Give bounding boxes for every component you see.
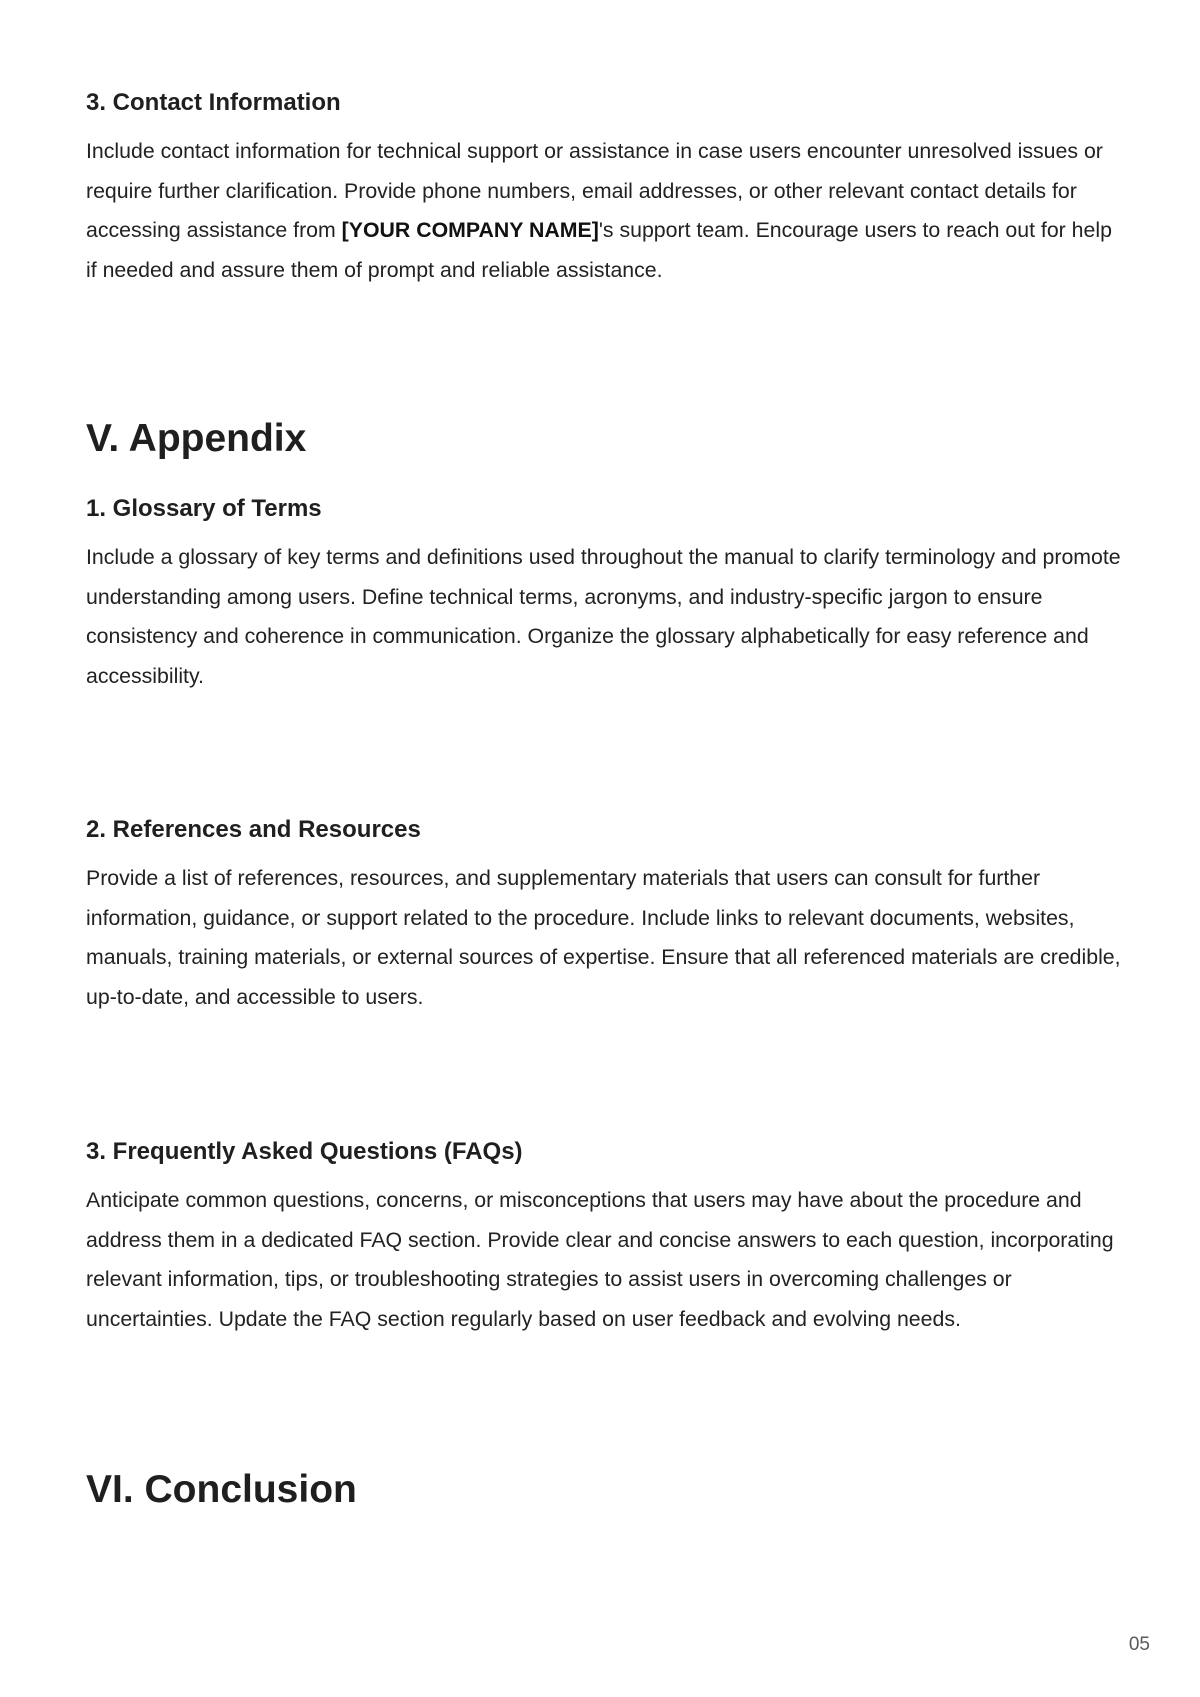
glossary-paragraph: Include a glossary of key terms and definitions used throughout the manual to clarify terminology and promote understanding among users. Define technical terms, acronyms, and industry-specific jargon to ensure consistency and coherence in communication. Organize the glossary alphabetically for easy reference and accessibility. [86, 545, 1121, 688]
references-section [86, 815, 1126, 1017]
contact-information-heading: 3. Contact Information [86, 89, 341, 116]
faqs-section [86, 1137, 1126, 1339]
references-heading: 2. References and Resources [86, 816, 421, 843]
conclusion-section [86, 1467, 1126, 1513]
faqs-heading: 3. Frequently Asked Questions (FAQs) [86, 1138, 523, 1165]
appendix-heading: V. Appendix [86, 417, 307, 460]
document-page [86, 0, 1126, 1697]
contact-text-before: Include contact information for technical support or assistance in case users encounter unresolved issues or require further clarification. Provide phone numbers, email addresses, or other relevant contact details for accessing assistance from [86, 139, 1103, 242]
references-paragraph: Provide a list of references, resources, and supplementary materials that users can consult for further information, guidance, or support related to the procedure. Include links to relevant documents, websites, manuals, training materials, or external sources of expertise. Ensure that all referenced materials are credible, up-to-date, and accessible to users. [86, 866, 1121, 1009]
contact-information-paragraph [86, 132, 1126, 290]
page-number: 05 [1128, 1634, 1150, 1655]
contact-information-section [86, 88, 1126, 290]
glossary-section [86, 494, 1126, 696]
contact-text-after: 's support team. Encourage users to reach out for help if needed and assure them of prompt and reliable assistance. [86, 218, 1112, 282]
conclusion-heading: VI. Conclusion [86, 1468, 357, 1511]
appendix-section [86, 416, 1126, 462]
glossary-heading: 1. Glossary of Terms [86, 495, 322, 522]
faqs-paragraph: Anticipate common questions, concerns, or misconceptions that users may have about the procedure and address them in a dedicated FAQ section. Provide clear and concise answers to each question, incorporating relevant information, tips, or troubleshooting strategies to assist users in overcoming challenges or uncertainties. Update the FAQ section regularly based on user feedback and evolving needs. [86, 1188, 1114, 1331]
company-name-placeholder: [YOUR COMPANY NAME] [341, 218, 599, 242]
